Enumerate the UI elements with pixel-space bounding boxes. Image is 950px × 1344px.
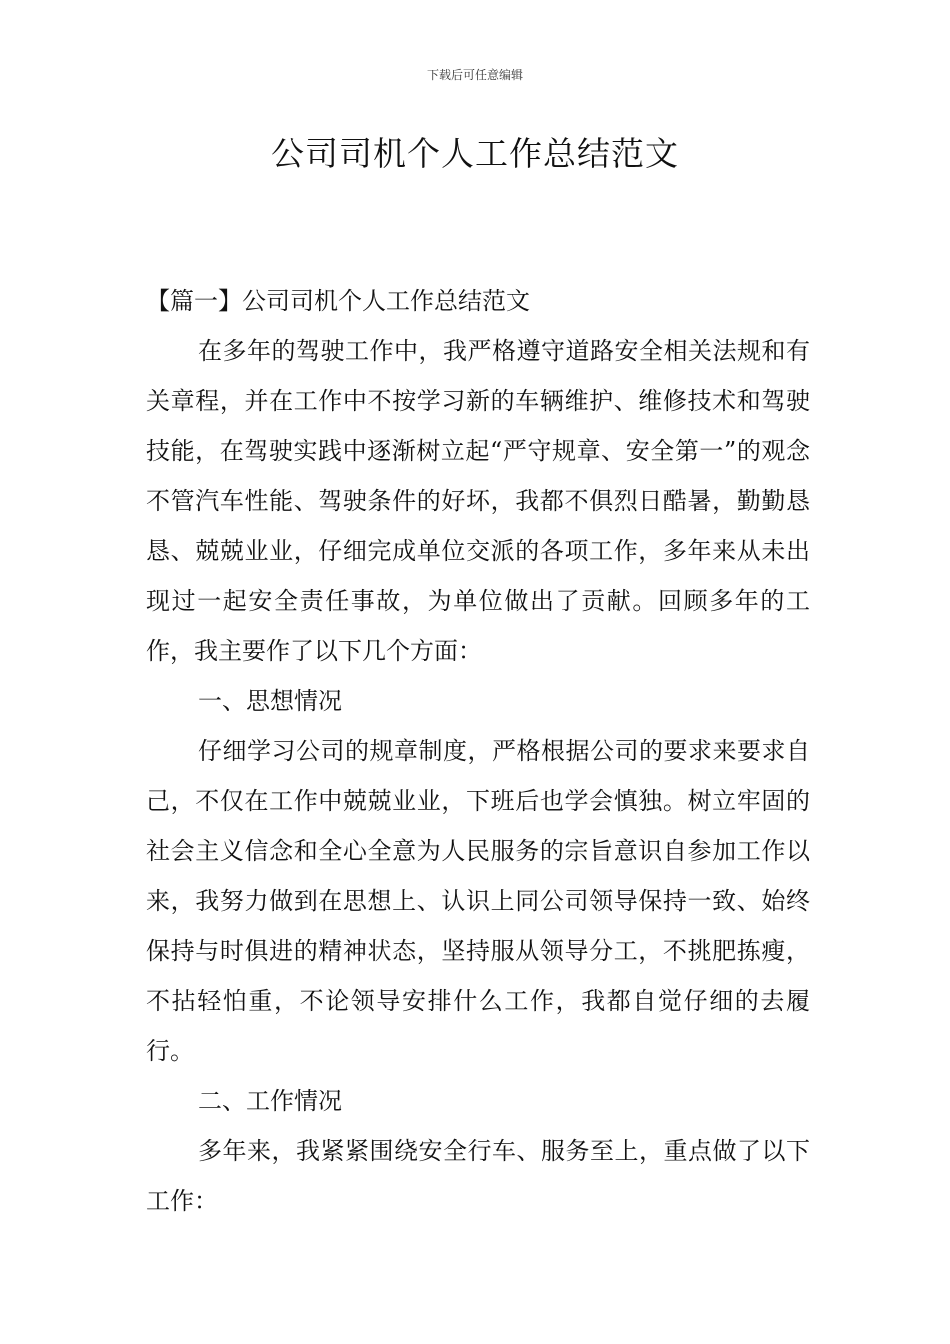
section-heading-work: 二、工作情况	[198, 1087, 342, 1115]
header-note: 下载后可任意编辑	[426, 68, 523, 82]
document-body	[146, 276, 810, 1226]
section-heading-part-one: 【篇一】公司司机个人工作总结范文	[146, 287, 530, 315]
document-title: 公司司机个人工作总结范文	[271, 134, 679, 173]
paragraph-intro: 在多年的驾驶工作中，我严格遵守道路安全相关法规和有关章程，并在工作中不按学习新的车辆维护、维修技术和驾驶技能，在驾驶实践中逐渐树立起“严守规章、安全第一”的观念不管汽车性能、驾驶条件的好坏，我都不俱烈日酷暑，勤勤恳恳、兢兢业业，仔细完成单位交派的各项工作，多年来从未出现过一起安全责任事故，为单位做出了贡献。回顾多年的工作，我主要作了以下几个方面：	[146, 337, 810, 665]
section-heading-ideology: 一、思想情况	[198, 687, 342, 715]
paragraph-work: 多年来，我紧紧围绕安全行车、服务至上，重点做了以下工作：	[146, 1137, 810, 1215]
paragraph-ideology: 仔细学习公司的规章制度，严格根据公司的要求来要求自己，不仅在工作中兢兢业业，下班后也学会慎独。树立牢固的社会主义信念和全心全意为人民服务的宗旨意识自参加工作以来，我努力做到在思想上、认识上同公司领导保持一致、始终保持与时俱进的精神状态，坚持服从领导分工，不挑肥拣瘦，不拈轻怕重，不论领导安排什么工作，我都自觉仔细的去履行。	[146, 737, 810, 1065]
